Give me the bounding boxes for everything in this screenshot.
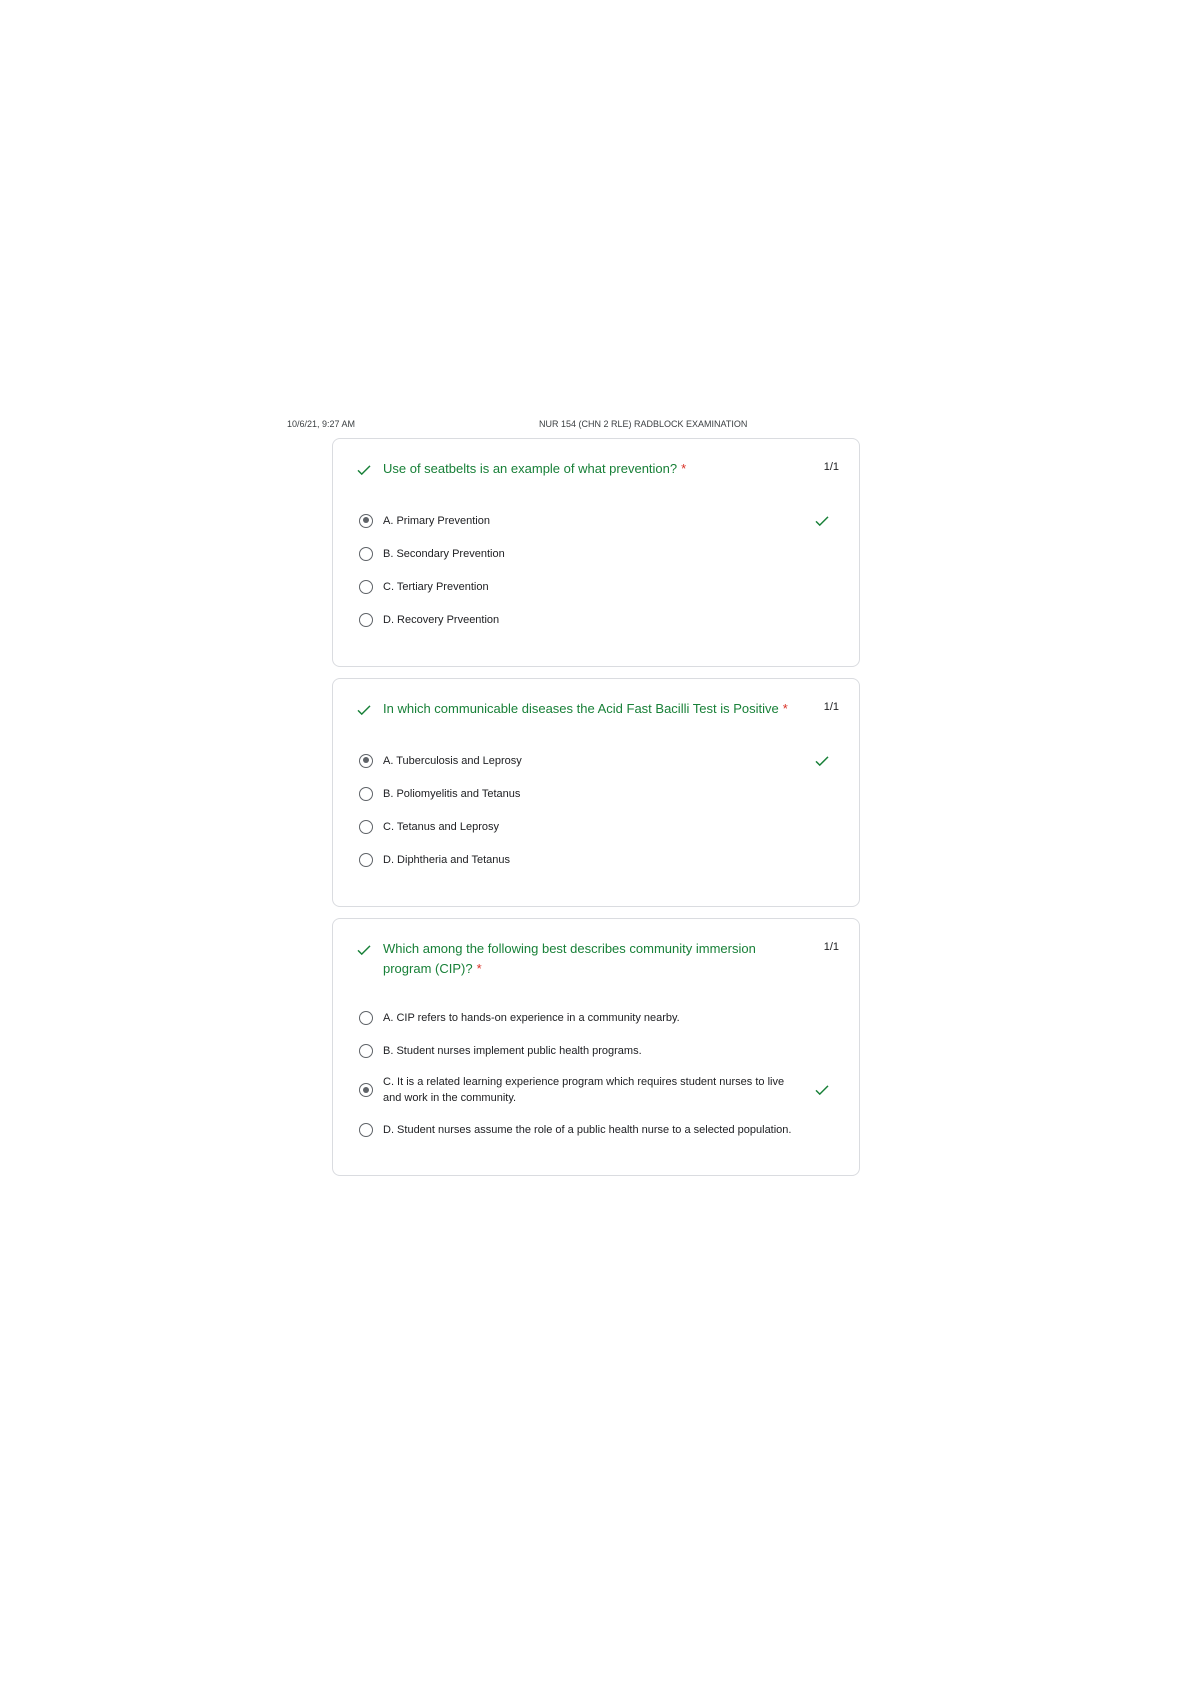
option-d[interactable]	[359, 843, 839, 876]
question-score: 1/1	[823, 941, 839, 953]
question-score: 1/1	[823, 461, 839, 473]
radio-button-selected[interactable]	[359, 1083, 373, 1097]
option-label: D. Student nurses assume the role of a public health nurse to a selected population.	[383, 1123, 792, 1136]
question-card-3	[332, 918, 860, 1176]
option-c[interactable]	[359, 570, 839, 603]
option-label: A. Primary Prevention	[383, 514, 490, 527]
radio-button[interactable]	[359, 580, 373, 594]
required-asterisk: *	[476, 961, 482, 976]
option-label: C. It is a related learning experience program which requires student nurses to live and work in the community.	[383, 1076, 785, 1104]
correct-check-icon	[813, 1081, 831, 1099]
option-label: C. Tertiary Prevention	[383, 580, 489, 593]
option-b[interactable]	[359, 537, 839, 570]
document-title: NUR 154 (CHN 2 RLE) RADBLOCK EXAMINATION	[539, 419, 748, 429]
radio-button[interactable]	[359, 547, 373, 561]
page-header	[287, 419, 907, 435]
question-header	[355, 939, 839, 979]
option-a[interactable]	[359, 504, 839, 537]
question-card-1	[332, 438, 860, 667]
option-d[interactable]	[359, 1113, 839, 1146]
correct-check-icon	[813, 512, 831, 530]
options-list	[359, 1001, 839, 1146]
option-label: B. Secondary Prevention	[383, 547, 505, 560]
question-header	[355, 699, 839, 719]
option-label: D. Diphtheria and Tetanus	[383, 853, 510, 866]
option-label: C. Tetanus and Leprosy	[383, 820, 499, 833]
check-icon	[355, 941, 373, 959]
print-date: 10/6/21, 9:27 AM	[287, 419, 356, 429]
question-card-2	[332, 678, 860, 907]
option-c[interactable]	[359, 1067, 839, 1113]
options-list	[359, 744, 839, 876]
question-score: 1/1	[823, 701, 839, 713]
radio-button[interactable]	[359, 613, 373, 627]
radio-button[interactable]	[359, 787, 373, 801]
option-c[interactable]	[359, 810, 839, 843]
question-text: Which among the following best describes community immersion program (CIP)? *	[383, 941, 756, 976]
question-text: Use of seatbelts is an example of what prevention? *	[383, 461, 687, 476]
radio-button[interactable]	[359, 1123, 373, 1137]
option-a[interactable]	[359, 744, 839, 777]
option-label: B. Student nurses implement public health programs.	[383, 1044, 642, 1057]
correct-check-icon	[813, 752, 831, 770]
question-text: In which communicable diseases the Acid Fast Bacilli Test is Positive *	[383, 701, 788, 716]
radio-button[interactable]	[359, 820, 373, 834]
question-header	[355, 459, 839, 479]
options-list	[359, 504, 839, 636]
option-label: B. Poliomyelitis and Tetanus	[383, 787, 521, 800]
option-a[interactable]	[359, 1001, 839, 1034]
check-icon	[355, 461, 373, 479]
radio-button-selected[interactable]	[359, 754, 373, 768]
required-asterisk: *	[782, 701, 788, 716]
option-d[interactable]	[359, 603, 839, 636]
option-b[interactable]	[359, 1034, 839, 1067]
radio-button[interactable]	[359, 853, 373, 867]
required-asterisk: *	[681, 461, 687, 476]
option-label: D. Recovery Prveention	[383, 613, 500, 626]
radio-button[interactable]	[359, 1011, 373, 1025]
radio-button[interactable]	[359, 1044, 373, 1058]
radio-button-selected[interactable]	[359, 514, 373, 528]
option-b[interactable]	[359, 777, 839, 810]
check-icon	[355, 701, 373, 719]
option-label: A. Tuberculosis and Leprosy	[383, 754, 522, 767]
option-label: A. CIP refers to hands-on experience in a community nearby.	[383, 1011, 680, 1024]
